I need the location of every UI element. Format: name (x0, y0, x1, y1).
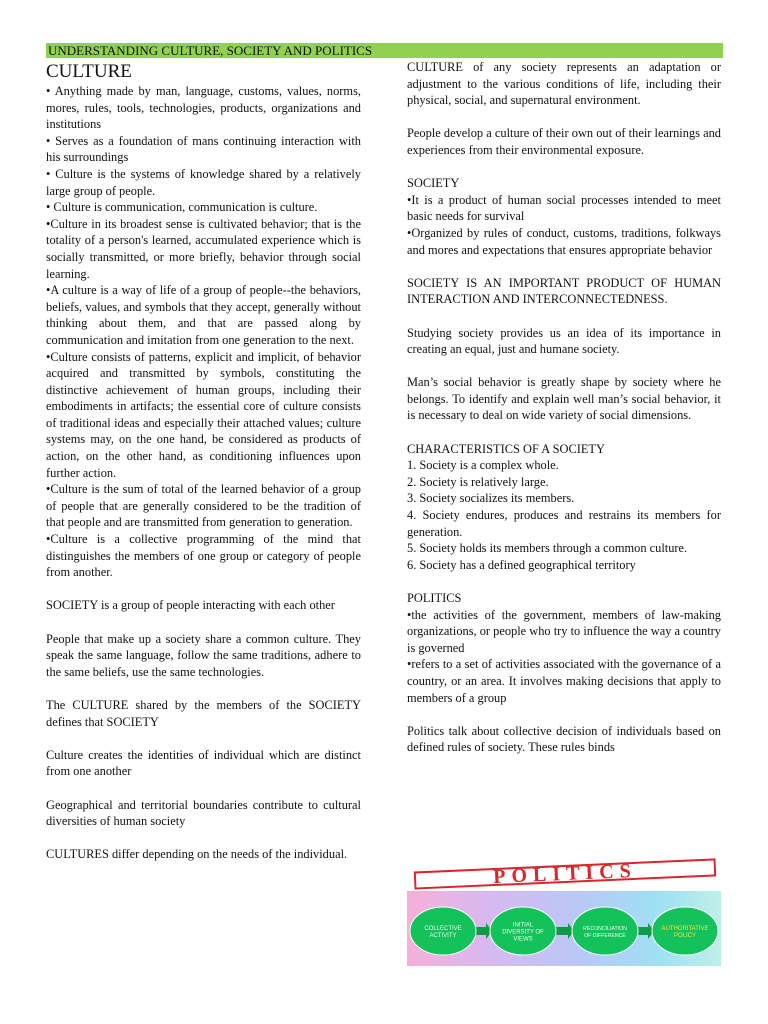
paragraph-spacer (407, 308, 721, 325)
right-paragraph: Man’s social behavior is greatly shape by society where he belongs. To identify and explain well man’s social behavior, it is necessary to deal on wide variety of social dimensions. (407, 375, 721, 423)
flow-arrow (636, 923, 654, 939)
flow-arrow (474, 923, 492, 939)
left-paragraph: SOCIETY is a group of people interacting with each other (46, 598, 335, 613)
right-column (407, 59, 721, 756)
politics-process-diagram (407, 891, 721, 966)
process-node-label: VIEWS (513, 936, 533, 943)
paragraph-spacer (407, 159, 721, 176)
paragraph-spacer (407, 573, 721, 590)
left-paragraph: •Culture in its broadest sense is cultivated behavior; that is the totality of a person's learned, accumulated experience which is socially transmitted, or more briefly, behavior through social learning. (46, 216, 361, 281)
left-paragraph: •Culture is a collective programming of the mind that distinguishes the members of one group or category of people from another. (46, 532, 361, 580)
right-paragraph: •It is a product of human social processes intended to meet basic needs for survival (407, 192, 721, 224)
process-node-label: OF DIFFERENCE (584, 933, 626, 939)
left-paragraph: CULTURES differ depending on the needs of the individual. (46, 847, 348, 862)
paragraph-spacer (407, 424, 721, 441)
process-node-label: AUTHORITATIVE (661, 926, 709, 932)
left-paragraph: •Culture consists of patterns, explicit and implicit, of behavior acquired and transmitted by symbols, constituting the distinctive achievement of human groups, including their embodiments in artifacts; the essential core of culture consists of traditional ideas and especially their attached values; culture systems may, on the one hand, be considered as products of action, on the other hand, as conditioning influences upon further action. (46, 349, 361, 480)
right-paragraph: •Organized by rules of conduct, customs, traditions, folkways and mores and expectations that ensures appropriate behavior (407, 225, 721, 257)
left-paragraph: •Culture is the sum of total of the learned behavior of a group of people that are generally considered to be the tradition of that people and are transmitted from generation to generation. (46, 482, 361, 530)
politics-word: POLITICS (492, 859, 638, 889)
right-paragraph: SOCIETY IS AN IMPORTANT PRODUCT OF HUMAN INTERACTION AND INTERCONNECTEDNESS. (407, 275, 721, 307)
header-banner: UNDERSTANDING CULTURE, SOCIETY AND POLITICS (46, 43, 723, 58)
right-paragraph: Studying society provides us an idea of its importance in creating an equal, just and humane society. (407, 325, 721, 357)
right-paragraph: Politics talk about collective decision of individuals based on defined rules of society. These rules binds (407, 723, 721, 755)
process-node-label: ACTIVITY (429, 933, 457, 939)
right-paragraph: 2. Society is relatively large. (407, 474, 549, 489)
paragraph-spacer (46, 830, 361, 847)
right-paragraph: •the activities of the government, members of law-making organizations, or people who try to influence the way a country is governed (407, 607, 721, 655)
paragraph-spacer (407, 706, 721, 723)
left-paragraph: Culture creates the identities of individual which are distinct from one another (46, 747, 361, 779)
right-paragraph: POLITICS (407, 591, 462, 605)
right-paragraph: 5. Society holds its members through a common culture. (407, 541, 688, 556)
left-paragraph: •A culture is a way of life of a group of people--the behaviors, beliefs, values, and symbols that they accept, generally without thinking about them, and that are passed along by communication and imitation from one generation to the next. (46, 283, 361, 347)
left-paragraph: • Anything made by man, language, customs, values, norms, mores, rules, tools, technologies, products, organizations and institutions (46, 84, 361, 132)
left-paragraph: The CULTURE shared by the members of the SOCIETY defines that SOCIETY (46, 697, 361, 729)
paragraph-spacer (46, 614, 361, 631)
left-column (46, 83, 361, 863)
right-paragraph: •refers to a set of activities associated with the governance of a country, or an area. It involves making decisions that apply to members of a group (407, 657, 721, 705)
process-node-label: COLLECTIVE (424, 926, 462, 932)
paragraph-spacer (46, 680, 361, 697)
left-paragraph: • Serves as a foundation of mans continuing interaction with his surroundings (46, 133, 361, 165)
left-paragraph: • Culture is communication, communication is culture. (46, 200, 318, 215)
process-node-label: INITIAL (512, 922, 534, 929)
right-paragraph: 1. Society is a complex whole. (407, 458, 559, 473)
right-paragraph: 3. Society socializes its members. (407, 491, 575, 506)
left-paragraph: People that make up a society share a common culture. They speak the same language, follow the same traditions, adhere to the same beliefs, use the same technologies. (46, 631, 361, 679)
flow-arrow (554, 923, 574, 939)
paragraph-spacer (46, 730, 361, 747)
right-paragraph: 6. Society has a defined geographical territory (407, 557, 636, 572)
left-paragraph: • Culture is the systems of knowledge shared by a relatively large group of people. (46, 166, 361, 198)
process-node-label: RECONCILIATION (583, 926, 627, 932)
politics-banner (407, 858, 721, 890)
paragraph-spacer (46, 780, 361, 797)
left-paragraph: Geographical and territorial boundaries contribute to cultural diversities of human society (46, 797, 361, 829)
right-paragraph: People develop a culture of their own out of their learnings and experiences from their environmental exposure. (407, 126, 721, 157)
paragraph-spacer (46, 581, 361, 598)
process-node-label: DIVERSITY OF (502, 929, 544, 936)
paragraph-spacer (407, 109, 721, 126)
culture-heading: CULTURE (46, 61, 132, 82)
process-node-label: POLICY (673, 933, 697, 939)
right-paragraph: 4. Society endures, produces and restrains its members for generation. (407, 508, 721, 539)
right-paragraph: SOCIETY (407, 176, 460, 191)
right-paragraph: CHARACTERISTICS OF A SOCIETY (407, 441, 605, 456)
paragraph-spacer (407, 358, 721, 375)
paragraph-spacer (407, 258, 721, 275)
right-paragraph: CULTURE of any society represents an adaptation or adjustment to the various conditions of life, including their physical, social, and supernatural environment. (407, 60, 721, 108)
